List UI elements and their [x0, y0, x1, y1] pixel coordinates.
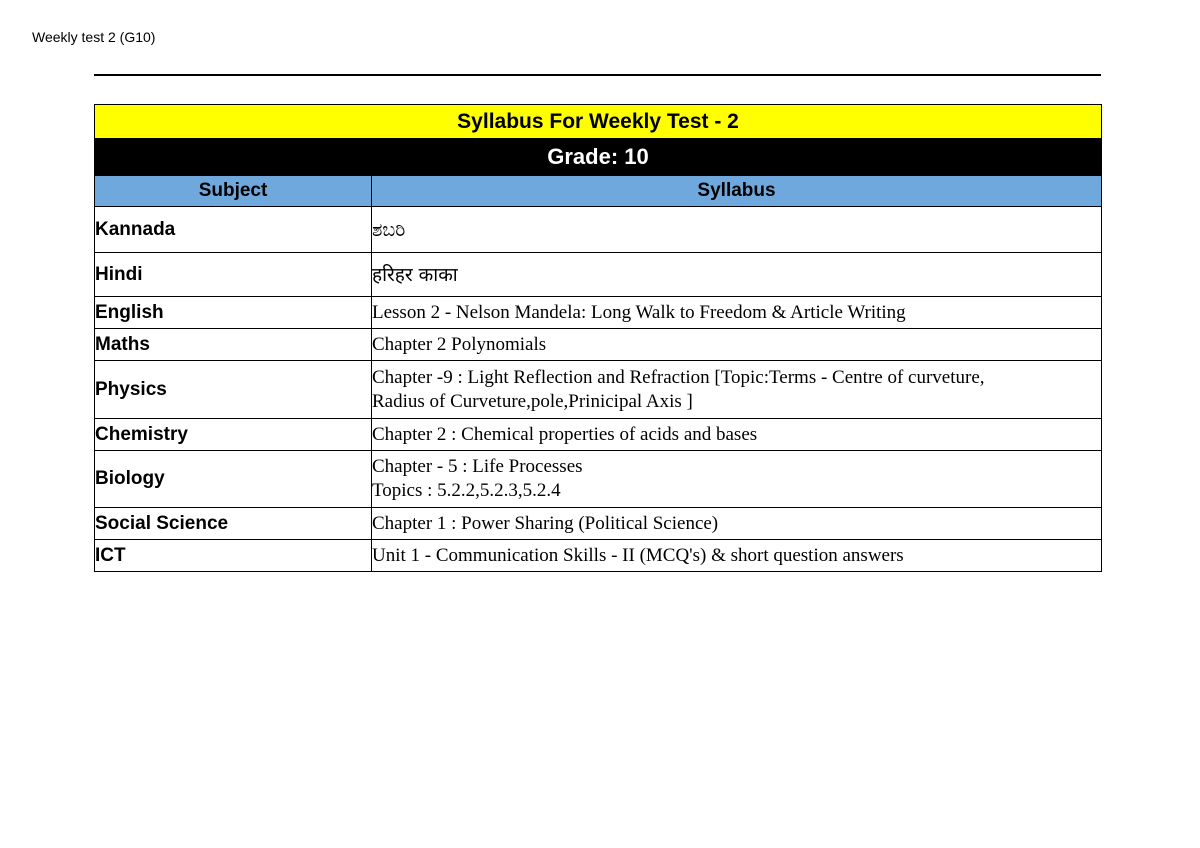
table-row	[95, 419, 1102, 451]
syllabus-cell	[372, 508, 1102, 540]
column-header-row	[95, 176, 1102, 207]
syllabus-line: Chapter 1 : Power Sharing (Political Science)	[372, 512, 719, 534]
table-row	[95, 329, 1102, 361]
syllabus-line: Chapter 2 : Chemical properties of acids and bases	[372, 423, 758, 445]
syllabus-line: ಶಬರಿ	[372, 218, 406, 241]
syllabus-line: हरिहर काका	[372, 263, 458, 286]
table-row	[95, 361, 1102, 419]
table-row	[95, 297, 1102, 329]
syllabus-column-header: Syllabus	[372, 176, 1102, 207]
table-title: Syllabus For Weekly Test - 2	[95, 105, 1102, 139]
syllabus-line: Chapter -9 : Light Reflection and Refraction [Topic:Terms - Centre of curveture,	[372, 366, 985, 388]
subject-cell: Physics	[95, 361, 372, 419]
table-row	[95, 451, 1102, 508]
syllabus-table	[94, 104, 1102, 572]
title-row	[95, 105, 1102, 139]
syllabus-cell	[372, 451, 1102, 508]
syllabus-line: Topics : 5.2.2,5.2.3,5.2.4	[372, 480, 561, 501]
subject-cell: Maths	[95, 329, 372, 361]
table-row	[95, 508, 1102, 540]
subject-cell: Chemistry	[95, 419, 372, 451]
table-row	[95, 207, 1102, 253]
syllabus-cell	[372, 540, 1102, 572]
syllabus-cell	[372, 329, 1102, 361]
grade-row	[95, 139, 1102, 176]
syllabus-line: Lesson 2 - Nelson Mandela: Long Walk to Freedom & Article Writing	[372, 301, 906, 323]
syllabus-line: Chapter - 5 : Life Processes	[372, 456, 583, 477]
syllabus-cell	[372, 297, 1102, 329]
syllabus-cell	[372, 419, 1102, 451]
syllabus-cell	[372, 207, 1102, 253]
table-row	[95, 540, 1102, 572]
subject-cell: ICT	[95, 540, 372, 572]
subject-cell: Biology	[95, 451, 372, 508]
table-row	[95, 253, 1102, 297]
subject-cell: Kannada	[95, 207, 372, 253]
document-header: Weekly test 2 (G10)	[32, 29, 156, 45]
syllabus-line: Radius of Curveture,pole,Prinicipal Axis ]	[372, 390, 693, 412]
syllabus-line: Chapter 2 Polynomials	[372, 333, 547, 355]
subject-cell: Hindi	[95, 253, 372, 297]
header-rule	[94, 74, 1101, 76]
subject-column-header: Subject	[95, 176, 372, 207]
syllabus-cell	[372, 361, 1102, 419]
subject-cell: English	[95, 297, 372, 329]
syllabus-line: Unit 1 - Communication Skills - II (MCQ's) & short question answers	[372, 544, 904, 566]
syllabus-cell	[372, 253, 1102, 297]
subject-cell: Social Science	[95, 508, 372, 540]
grade-label: Grade: 10	[95, 139, 1102, 176]
